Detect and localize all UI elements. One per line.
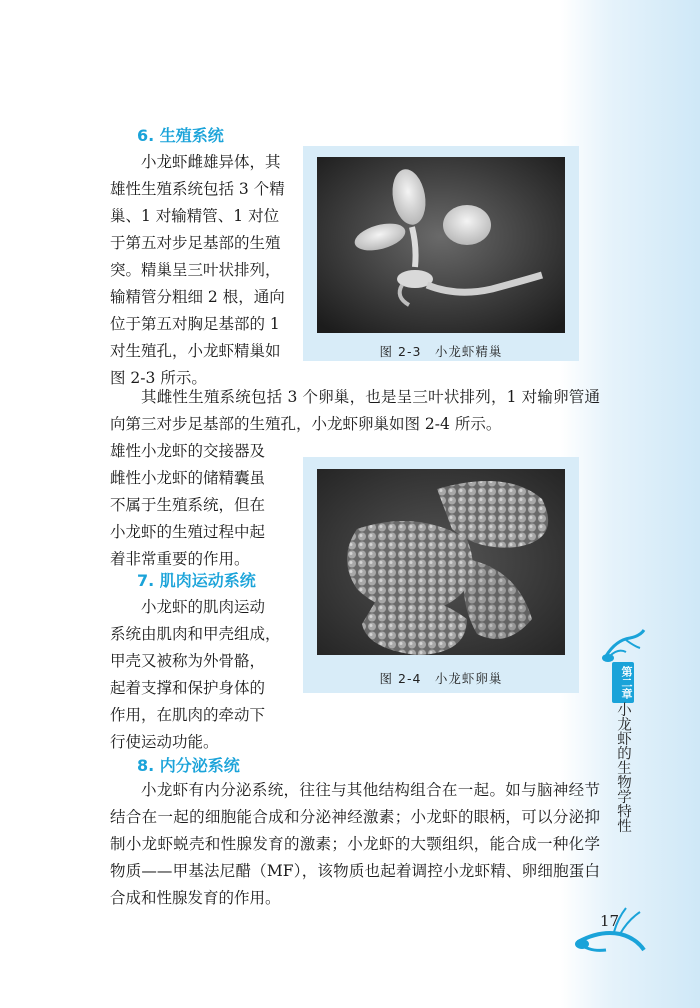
testis-photo xyxy=(317,157,565,333)
chapter-label: 第二章 xyxy=(612,662,634,703)
text-line: 巢、1 对输精管、1 对位 xyxy=(110,207,280,225)
text-line: 小龙虾的肌肉运动 xyxy=(141,598,266,616)
text-line: 不属于生殖系统，但在 xyxy=(110,496,266,514)
text-paragraph: 其雌性生殖系统包括 3 个卵巢，也是呈三叶状排列，1 对输卵管通向第三对步足基部的生殖孔，小龙虾卵巢如图 2-4 所示。 xyxy=(110,388,600,433)
crayfish-icon xyxy=(596,626,648,666)
text-line: 着非常重要的作用。 xyxy=(110,550,250,568)
reproductive-paragraph-2 xyxy=(110,384,600,438)
figure-2-3-caption: 图 2-3 小龙虾精巢 xyxy=(379,344,503,359)
section-heading-muscular: 7. 肌肉运动系统 xyxy=(137,571,256,590)
text-line: 突。精巢呈三叶状排列， xyxy=(110,261,281,279)
reproductive-paragraph-1 xyxy=(110,149,296,392)
chapter-title: 小龙虾的生物学特性 xyxy=(615,702,631,833)
section-heading-reproductive: 6. 生殖系统 xyxy=(137,126,224,145)
text-line: 小龙虾的生殖过程中起 xyxy=(110,523,266,541)
text-line: 行使运动功能。 xyxy=(110,733,219,751)
text-line: 雌性小龙虾的储精囊虽 xyxy=(110,469,266,487)
text-line: 图 2-3 所示。 xyxy=(110,369,207,387)
figure-2-4-caption: 图 2-4 小龙虾卵巢 xyxy=(379,671,503,686)
muscular-paragraph xyxy=(110,594,296,756)
reproductive-paragraph-3 xyxy=(110,438,280,573)
section-heading-endocrine: 8. 内分泌系统 xyxy=(137,756,240,775)
figure-2-3 xyxy=(303,146,579,361)
text-line: 输精管分粗细 2 根，通向 xyxy=(110,288,285,306)
text-paragraph: 小龙虾有内分泌系统，往往与其他结构组合在一起。如与脑神经节结合在一起的细胞能合成和分泌神经激素；小龙虾的眼柄，可以分泌抑制小龙虾蜕壳和性腺发育的激素；小龙虾的大颚组织，能合成一种化学物质——甲基法尼醋（MF），该物质也起着调控小龙虾精、卵细胞蛋白合成和性腺发育的作用。 xyxy=(110,781,600,907)
text-line: 对生殖孔，小龙虾精巢如 xyxy=(110,342,281,360)
text-line: 雄性生殖系统包括 3 个精 xyxy=(110,180,285,198)
text-line: 系统由肌肉和甲壳组成， xyxy=(110,625,281,643)
page-number: 17 xyxy=(600,912,620,930)
crayfish-footer-icon xyxy=(570,900,650,960)
text-line: 甲壳又被称为外骨骼， xyxy=(110,652,266,670)
figure-2-4 xyxy=(303,457,579,693)
text-line: 起着支撑和保护身体的 xyxy=(110,679,266,697)
text-line: 作用，在肌肉的牵动下 xyxy=(110,706,266,724)
endocrine-paragraph xyxy=(110,777,600,912)
text-line: 位于第五对胸足基部的 1 xyxy=(110,315,280,333)
text-line: 雄性小龙虾的交接器及 xyxy=(110,442,266,460)
ovary-photo xyxy=(317,469,565,655)
text-line: 于第五对步足基部的生殖 xyxy=(110,234,281,252)
text-line: 小龙虾雌雄异体，其 xyxy=(141,153,281,171)
